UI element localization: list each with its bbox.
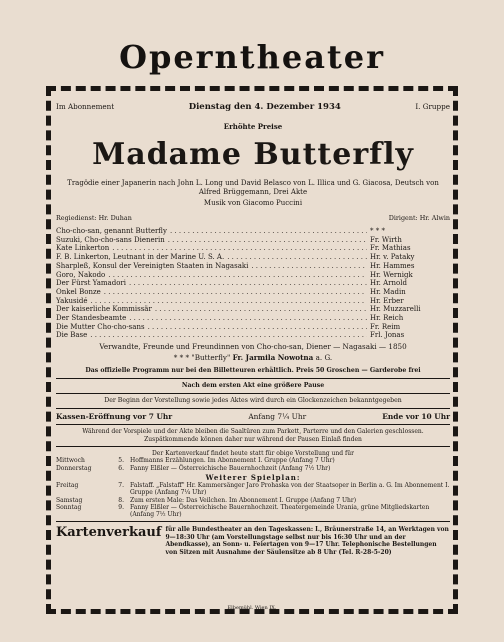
schedule-row [56, 482, 450, 497]
cast-row [56, 244, 450, 253]
cast-row [56, 331, 450, 340]
composer-line: Musik von Giacomo Puccini [203, 199, 303, 207]
leader-dots [148, 323, 367, 332]
cast-role: Cho-cho-san, genannt Butterfly [56, 227, 167, 235]
opera-title: Madame Butterfly [92, 137, 414, 172]
divider [56, 446, 450, 447]
cast-actor: Hr. Hammes [370, 261, 415, 270]
schedule-day: Samstag [56, 496, 83, 504]
divider [56, 424, 450, 425]
group-label: I. Gruppe [415, 102, 450, 111]
divider [56, 521, 450, 522]
cast-row [56, 279, 450, 288]
schedule-day: Donnerstag [56, 464, 92, 472]
cast-actor: Fr. Reim [370, 322, 401, 331]
leader-dots [129, 279, 367, 288]
schedule-text: Hoffmanns Erzählungen. Im Abonnement I. Gruppe (Anfang 7 Uhr) [130, 457, 335, 465]
leader-dots [108, 271, 367, 280]
schedule-text: Fanny Elßler — Österreichische Bauernhochzeit (Anfang 7½ Uhr) [130, 464, 331, 472]
divider [56, 378, 450, 379]
abonnement-label: Im Abonnement [56, 102, 115, 111]
cast-row [56, 227, 450, 236]
playbill-content [56, 96, 450, 556]
cast-role: Die Mutter Cho-cho-sans [56, 322, 145, 331]
cast-actor: Hr. Wernigk [370, 270, 413, 279]
start-time: Anfang 7¼ Uhr [248, 412, 307, 422]
opera-subtitle: Tragödie einer Japanerin nach John L. Long und David Belasco von L. Illica und G. Giacosa, Deutsch von Alfred Brüggemann, Drei Akte [67, 179, 439, 196]
ensemble-line: Verwandte, Freunde und Freundinnen von Cho-cho-san, Diener — Nagasaki — 1850 [99, 342, 407, 352]
cast-actor: Fr. Wirth [370, 235, 402, 244]
divider [56, 408, 450, 409]
cast-role: Onkel Bonze [56, 287, 101, 296]
schedule-text: Falstaff. „Falstaff" Hr. Kammersänger Jaro Prohaska von der Staatsoper in Berlin a. G. Im Abonnement I. Gruppe (Anfang 7¼ Uhr) [130, 481, 450, 497]
bell-note: Der Beginn der Vorstellung sowie jedes Aktes wird durch ein Glockenzeichen bekanntgegeben [104, 397, 402, 405]
ticket-sales-label: Kartenverkauf [56, 525, 162, 541]
cast-role: Goro, Nakodo [56, 270, 106, 279]
stage-director: Regiedienst: Hr. Duhan [56, 214, 132, 222]
guest-singer-line [56, 353, 450, 362]
printer-imprint: Elbemühl. Wien IX. [227, 605, 277, 611]
leader-dots [129, 314, 367, 323]
schedule-date: 8. [118, 496, 124, 504]
cast-role: Der kaiserliche Kommissär [56, 305, 152, 314]
cast-row [56, 323, 450, 332]
cast-row [56, 271, 450, 280]
leader-dots [104, 288, 367, 297]
schedule-row [56, 497, 450, 504]
further-schedule-heading: Weiterer Spielplan: [205, 472, 301, 482]
cast-row [56, 262, 450, 271]
credits-line [56, 214, 450, 223]
leader-dots [90, 297, 367, 306]
schedule-date: 9. [118, 503, 124, 511]
cast-role: Der Fürst Yamadori [56, 279, 127, 288]
cast-list [56, 227, 450, 340]
schedule-date: 7. [118, 481, 124, 489]
header-line [56, 102, 450, 112]
performance-date: Dienstag den 4. Dezember 1934 [188, 102, 341, 112]
schedule-day: Freitag [56, 481, 79, 489]
leader-dots [227, 253, 367, 262]
cast-row [56, 297, 450, 306]
cast-role: Der Standesbeamte [56, 314, 127, 323]
schedule-day: Sonntag [56, 503, 82, 511]
schedule-row [56, 457, 450, 464]
page-title: Operntheater [119, 38, 385, 76]
ticket-sales-block [56, 526, 450, 556]
schedule-text: Zum ersten Male: Das Veilchen. Im Abonnement I. Gruppe (Anfang 7 Uhr) [130, 496, 357, 504]
cast-row [56, 253, 450, 262]
cast-actor: Hr. v. Pataky [370, 253, 415, 262]
ticket-sale-note: Der Kartenverkauf findet heute statt für obige Vorstellung und für [151, 449, 354, 457]
schedule-date: 6. [118, 464, 124, 472]
cast-row [56, 288, 450, 297]
latecomer-note: Während der Vorspiele und der Akte bleiben die Saaltüren zum Parkett, Parterre und den Galerien geschlossen. Zuspätkommende können daher nur während der Pausen Einlaß finden [82, 428, 424, 443]
cast-role: Sharpleß, Konsul der Vereinigten Staaten in Nagasaki [56, 261, 249, 270]
cast-role: Yakusidé [56, 296, 88, 305]
cast-row [56, 305, 450, 314]
end-time: Ende vor 10 Uhr [382, 412, 450, 422]
cast-row [56, 236, 450, 245]
ticket-sales-text: für alle Bundestheater an den Tageskassen: I., Bräunerstraße 14, an Werktagen von 9—18:30 Uhr (am Vorstellungstage selbst nur bis 16:30 Uhr und an der Abendkasse), an Sonn- u. Feiertagen von 9—17 Uhr. Telephonische Bestellungen von Sitzen mit Ausnahme der Säulensitze ab 8 Uhr (Tel. R-28-5-20) [165, 526, 449, 556]
conductor: Dirigent: Hr. Alwin [388, 214, 450, 222]
price-note: Erhöhte Preise [223, 122, 283, 131]
cast-actor: Hr. Madin [370, 287, 406, 296]
box-office-open: Kassen-Eröffnung vor 7 Uhr [56, 412, 173, 422]
cast-role: Kate Linkerton [56, 244, 110, 253]
schedule-row [56, 504, 450, 519]
schedule-text: Fanny Elßler — Österreichische Bauernhochzeit. Theatergemeinde Urania, grüne Mitgliedskarten (Anfang 7½ Uhr) [130, 503, 430, 519]
intermission-note: Nach dem ersten Akt eine größere Pause [181, 382, 325, 390]
schedule-date: 5. [118, 457, 124, 465]
leader-dots [112, 244, 367, 253]
guest-suffix: a. G. [315, 353, 333, 363]
schedule-row [56, 465, 450, 472]
cast-actor: Hr. Reich [370, 314, 404, 323]
times-line [56, 412, 450, 421]
guest-name: Fr. Jarmila Nowotna [232, 353, 314, 363]
cast-actor: * * * [370, 227, 385, 235]
cast-row [56, 314, 450, 323]
leader-dots [170, 227, 367, 236]
cast-role: Suzuki, Cho-cho-sans Dienerin [56, 235, 165, 244]
divider [56, 393, 450, 394]
program-note: Das offizielle Programm nur bei den Billetteuren erhältlich. Preis 50 Groschen — Garderobe frei [85, 367, 421, 375]
schedule-day: Mittwoch [56, 457, 85, 465]
guest-role: * * * "Butterfly" [173, 353, 231, 363]
leader-dots [168, 236, 367, 245]
cast-role: F. B. Linkerton, Leutnant in der Marine U. S. A. [56, 253, 225, 262]
cast-actor: Fr. Mathias [370, 244, 411, 253]
leader-dots [155, 305, 367, 314]
cast-role: Die Base [56, 331, 88, 340]
cast-actor: Hr. Muzzarelli [370, 305, 421, 314]
cast-actor: Hr. Erber [370, 296, 404, 305]
leader-dots [251, 262, 367, 271]
leader-dots [90, 331, 367, 340]
cast-actor: Hr. Arnold [370, 279, 407, 288]
cast-actor: Frl. Jonas [370, 331, 405, 340]
